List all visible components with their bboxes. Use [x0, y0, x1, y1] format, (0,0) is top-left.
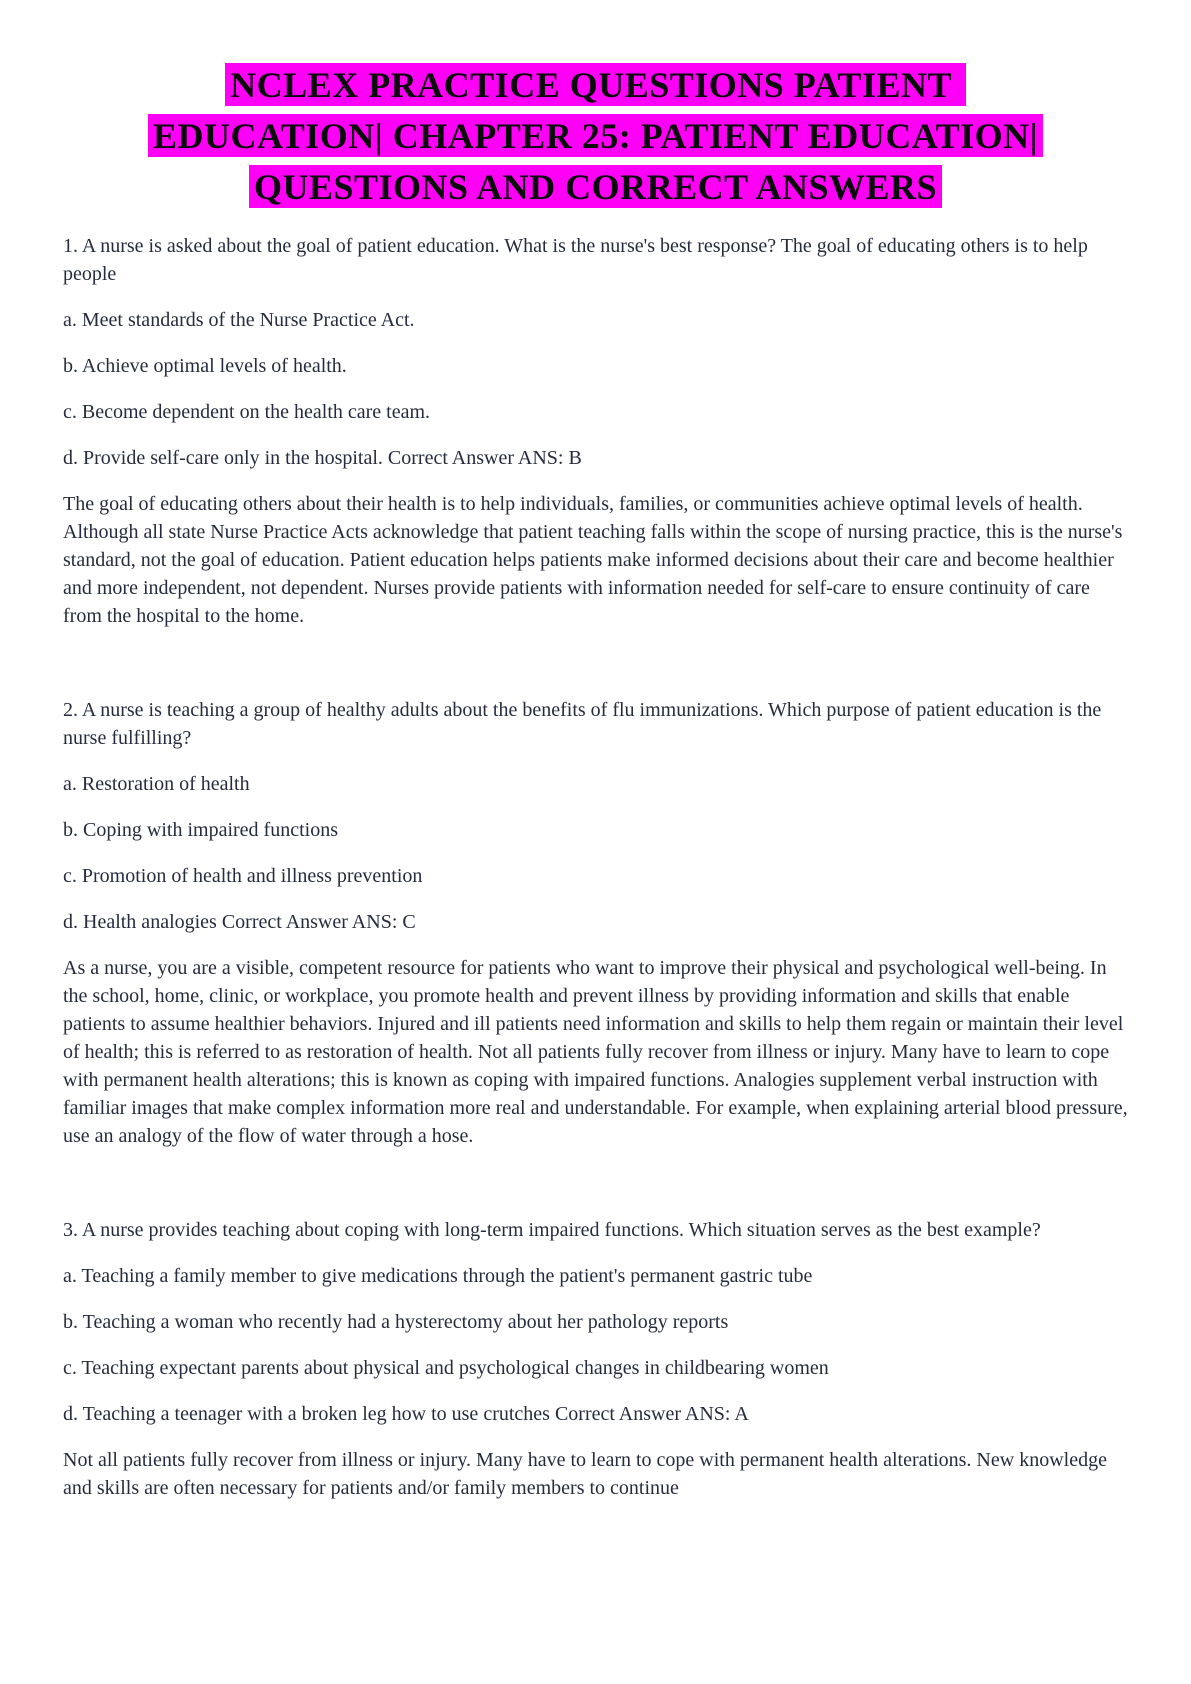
question-block-2 [63, 696, 1128, 1150]
question-3-explanation: Not all patients fully recover from illness or injury. Many have to learn to cope with permanent health alterations. New knowledge and skills are often necessary for patients and/or family members to continue [63, 1449, 1107, 1499]
document-body [63, 232, 1128, 1502]
question-block-3 [63, 1216, 1128, 1502]
question-1-option-d: d. Provide self-care only in the hospital. Correct Answer ANS: B [63, 447, 582, 469]
question-1-explanation: The goal of educating others about their health is to help individuals, families, or communities achieve optimal levels of health. Although all state Nurse Practice Acts acknowledge that patient teaching falls within the scope of nursing practice, this is the nurse's standard, not the goal of education. Patient education helps patients make informed decisions about their care and become healthier and more independent, not dependent. Nurses provide patients with information needed for self-care to ensure continuity of care from the hospital to the home. [63, 493, 1123, 627]
question-block-1 [63, 232, 1128, 630]
question-2-stem: 2. A nurse is teaching a group of healthy adults about the benefits of flu immunizations. Which purpose of patient education is the nurse fulfilling? [63, 699, 1102, 749]
question-2-option-d: d. Health analogies Correct Answer ANS: C [63, 911, 416, 933]
title-line-1: NCLEX PRACTICE QUESTIONS PATIENT [225, 63, 966, 106]
question-3-option-b: b. Teaching a woman who recently had a hysterectomy about her pathology reports [63, 1311, 729, 1333]
question-1-stem: 1. A nurse is asked about the goal of patient education. What is the nurse's best response? The goal of educating others is to help people [63, 235, 1088, 285]
question-1-option-a: a. Meet standards of the Nurse Practice Act. [63, 309, 415, 331]
question-2-option-b: b. Coping with impaired functions [63, 819, 338, 841]
question-1-option-c: c. Become dependent on the health care team. [63, 401, 431, 423]
question-3-stem: 3. A nurse provides teaching about coping with long-term impaired functions. Which situation serves as the best example? [63, 1219, 1041, 1241]
question-3-option-a: a. Teaching a family member to give medications through the patient's permanent gastric tube [63, 1265, 813, 1287]
title-line-3: QUESTIONS AND CORRECT ANSWERS [249, 165, 942, 208]
question-2-explanation: As a nurse, you are a visible, competent resource for patients who want to improve their physical and psychological well-being. In the school, home, clinic, or workplace, you promote health and prevent illness by providing information and skills that enable patients to assume healthier behaviors. Injured and ill patients need information and skills to help them regain or maintain their level of health; this is referred to as restoration of health. Not all patients fully recover from illness or injury. Many have to learn to cope with permanent health alterations; this is known as coping with impaired functions. Analogies supplement verbal instruction with familiar images that make complex information more real and understandable. For example, when explaining arterial blood pressure, use an analogy of the flow of water through a hose. [63, 957, 1128, 1147]
question-3-option-c: c. Teaching expectant parents about physical and psychological changes in childbearing women [63, 1357, 829, 1379]
document-title [70, 60, 1121, 213]
question-2-option-a: a. Restoration of health [63, 773, 250, 795]
title-line-2: EDUCATION| CHAPTER 25: PATIENT EDUCATION| [148, 114, 1043, 157]
question-2-option-c: c. Promotion of health and illness prevention [63, 865, 423, 887]
question-3-option-d: d. Teaching a teenager with a broken leg how to use crutches Correct Answer ANS: A [63, 1403, 749, 1425]
question-1-option-b: b. Achieve optimal levels of health. [63, 355, 347, 377]
